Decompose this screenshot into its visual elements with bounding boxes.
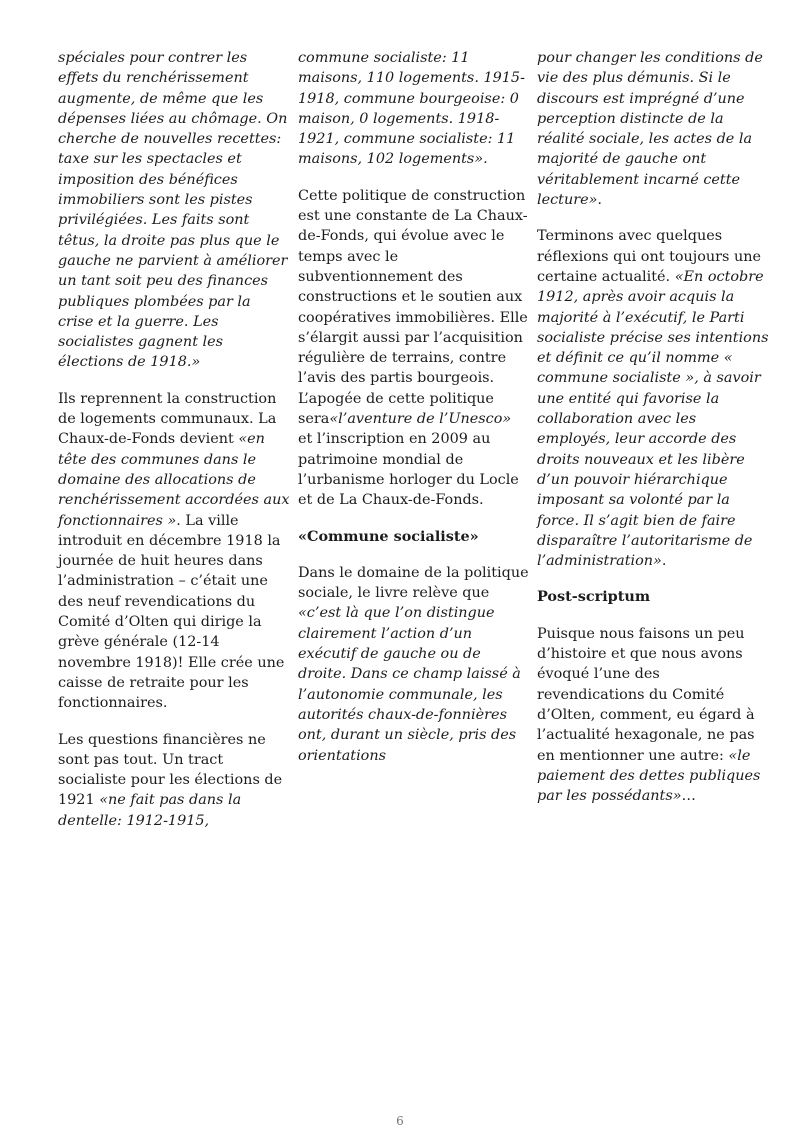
- column-3: [537, 48, 769, 822]
- section-heading: Post-scriptum: [537, 588, 651, 606]
- column-2: [298, 48, 530, 782]
- paragraph: [298, 48, 530, 170]
- paragraph: [58, 389, 290, 714]
- paragraph: [537, 226, 769, 571]
- quote-text: commune socialiste: 11 maisons, 110 logements. 1915-1918, commune bourgeoise: 0 maison, 0 logements. 1918-1921, commune socialiste: 11 maisons, 102 logements».: [298, 50, 525, 168]
- body-text: Dans le domaine de la politique sociale, le livre relève que: [298, 564, 529, 602]
- body-text: Terminons avec quelques réflexions qui ont toujours une certaine actualité.: [537, 228, 762, 285]
- paragraph: [298, 186, 530, 511]
- section-heading: «Commune socialiste»: [298, 527, 479, 545]
- body-text: Ils reprennent la construction de logements communaux. La Chaux-de-Fonds devient: [58, 390, 277, 448]
- column-1: [58, 48, 290, 847]
- paragraph: [58, 730, 290, 831]
- quote-text: «c’est là que l’on distingue clairement l’action d’un exécutif de gauche ou de droite. Dans ce champ laissé à l’autonomie communale, les autorités chaux-de-fonnières ont, durant un siècle, pris des orientations: [298, 605, 521, 764]
- body-text: Cette politique de construction est une constante de La Chaux-de-Fonds, qui évolue avec le temps avec le subventionnement des constructions et le soutien aux coopératives immobilières. Elle s’élargit aussi par l’acquisition régulière de terrains, contre l’avis des partis bourgeois. L’apogée de cette politique sera: [298, 187, 528, 428]
- quote-text: «En octobre 1912, après avoir acquis la majorité à l’exécutif, le Parti socialiste précise ses intentions et définit ce qu’il nomme « commune socialiste », à savoir une entité qui favorise la collaboration avec les employés, leur accorde des droits nouveaux et les libère d’un pouvoir hiérarchique imposant sa volonté par la force. Il s’agit bien de faire disparaître l’autoritarisme de l’administration»: [537, 268, 769, 570]
- quote-text: «ne fait pas dans la dentelle: 1912-1915,: [58, 792, 242, 829]
- quote-text: «le paiement des dettes publiques par les possédants»: [537, 747, 761, 805]
- body-text: et l’inscription en 2009 au patrimoine mondial de l’urbanisme horloger du Locle et de La Chaux-de-Fonds.: [298, 431, 519, 509]
- quote-text: «l’aventure de l’Unesco»: [329, 411, 512, 428]
- paragraph: [537, 624, 769, 807]
- quote-text: pour changer les conditions de vie des plus démunis. Si le discours est imprégné d’une perception distincte de la réalité sociale, les actes de la majorité de gauche ont véritablement incarné cette lecture».: [537, 50, 763, 209]
- body-text: Puisque nous faisons un peu d’histoire et que nous avons évoqué l’une des revendications du Comité d’Olten, comment, eu égard à l’actualité hexagonale, ne pas en mentionner une autre:: [537, 625, 755, 764]
- quote-text: «en tête des communes dans le domaine des allocations de renchérissement accordées aux fonctionnaires ».: [58, 431, 290, 529]
- paragraph: [58, 48, 290, 373]
- quote-text: spéciales pour contrer les effets du renchérissement augmente, de même que les dépenses liées au chômage. On cherche de nouvelles recettes: taxe sur les spectacles et imposition des bénéfices immobiliers sont les pistes privilégiées. Les faits sont têtus, la droite pas plus que le gauche ne parvient à améliorer un tant soit peu des finances publiques plombées par la crise et la guerre. Les socialistes gagnent les élections de 1918.»: [58, 50, 288, 371]
- paragraph: [537, 48, 769, 210]
- body-text: Les questions financières ne sont pas tout. Un tract socialiste pour les élections de 1921: [58, 731, 283, 809]
- body-text: La ville introduit en décembre 1918 la journée de huit heures dans l’administration – c’était une des neuf revendications du Comité d’Olten qui dirige la grève générale (12-14 novembre 1918)! Elle crée une caisse de retraite pour les fonctionnaires.: [58, 512, 285, 712]
- paragraph: [298, 563, 530, 766]
- body-text: …: [681, 788, 696, 805]
- body-text: .: [661, 553, 667, 570]
- page-number: 6: [396, 1114, 404, 1128]
